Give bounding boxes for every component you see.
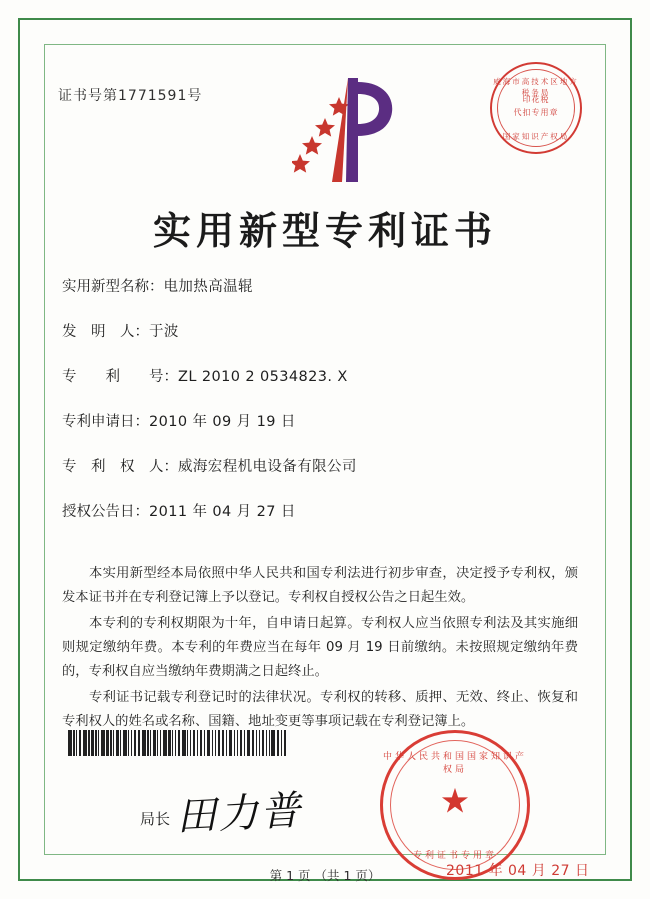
field-label: 授权公告日： [62, 504, 149, 520]
signature-name: 田力普 [175, 787, 304, 841]
tax-stamp-arc-bottom: 威海市高技术区地方税务局 [493, 77, 579, 97]
field-row [62, 368, 582, 386]
certificate-fields [62, 278, 582, 548]
paragraph: 本专利的专利权期限为十年，自申请日起算。专利权人应当依照专利法及其实施细则规定缴纳年费。本专利的年费应当在每年 09 月 19 日前缴纳。未按照规定缴纳年费的，专利权自应当缴纳年费期满之日起终止。 [62, 616, 578, 679]
certificate-number: 证书号第1771591号 [58, 88, 203, 104]
star-icon: ★ [439, 783, 471, 821]
official-seal [380, 730, 530, 880]
field-row [62, 323, 582, 341]
field-label: 实用新型名称： [62, 279, 164, 295]
tax-stamp-line1: 印花税 [522, 95, 550, 104]
sipo-logo-icon [292, 70, 402, 185]
field-value: 于波 [149, 324, 179, 340]
field-value: 威海宏程机电设备有限公司 [178, 459, 357, 475]
tax-stamp-line2: 代扣专用章 [513, 108, 559, 117]
barcode [68, 730, 288, 756]
page-title: 实用新型专利证书 [152, 209, 497, 253]
field-label: 专 利 权 人： [62, 459, 178, 475]
paragraph: 本实用新型经本局依照中华人民共和国专利法进行初步审查，决定授予专利权，颁发本证书并在专利登记簿上予以登记。专利权自授权公告之日起生效。 [62, 566, 578, 605]
field-row [62, 413, 582, 431]
field-value: ZL 2010 2 0534823. X [178, 369, 348, 385]
field-label: 专 利 号： [62, 369, 178, 385]
paragraph: 专利证书记载专利登记时的法律状况。专利权的转移、质押、无效、终止、恢复和专利权人的姓名或名称、国籍、地址变更等事项记载在专利登记簿上。 [62, 690, 578, 729]
seal-date: 2011 年 04 月 27 日 [446, 863, 590, 879]
official-seal-top-text: 中华人民共和国国家知识产权局 [383, 752, 528, 775]
field-value: 电加热高温辊 [163, 279, 253, 295]
certificate-body-text [62, 562, 578, 736]
official-seal-bottom-text: 专利证书专用章 [412, 851, 497, 861]
field-row [62, 503, 582, 521]
field-row [62, 278, 582, 296]
signature-label: 局长 [140, 810, 171, 828]
page-footer: 第 1 页 （共 1 页） [269, 868, 381, 883]
tax-stamp-seal [490, 62, 582, 154]
field-value: 2011 年 04 月 27 日 [149, 504, 296, 520]
field-label: 专利申请日： [62, 414, 149, 430]
field-label: 发 明 人： [62, 324, 149, 340]
field-value: 2010 年 09 月 19 日 [149, 414, 296, 430]
field-row [62, 458, 582, 476]
tax-stamp-arc-top: 国家知识产权局 [502, 132, 570, 141]
